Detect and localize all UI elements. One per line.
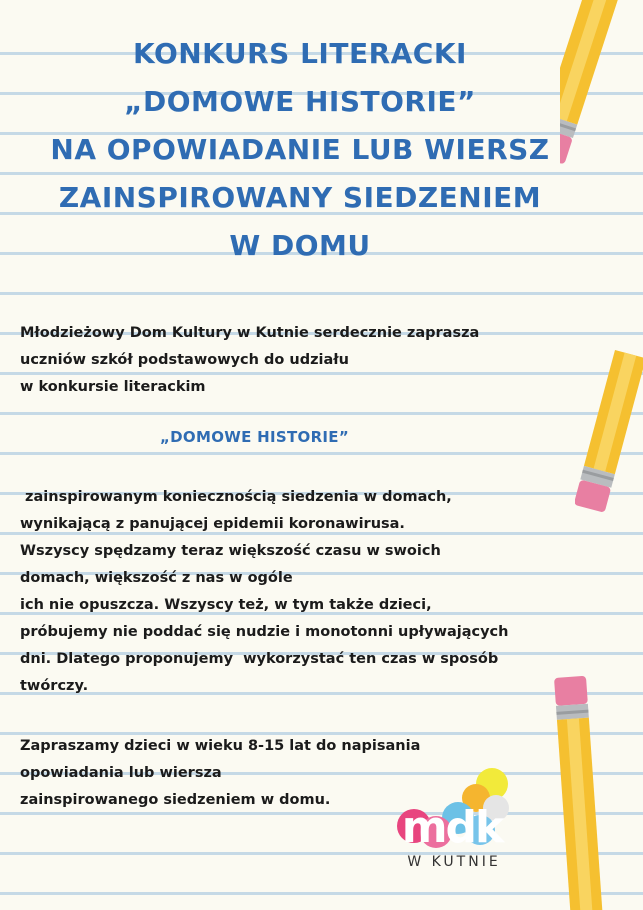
description-line-4: domach, większość z nas w ogóle <box>20 570 293 586</box>
description-line-5: ich nie opuszcza. Wszyscy też, w tym także dzieci, <box>20 597 432 613</box>
contest-name: „DOMOWE HISTORIE” <box>160 428 350 446</box>
invitation-line-1: Zapraszamy dzieci w wieku 8-15 lat do napisania <box>20 738 421 754</box>
logo-text: mdk <box>401 802 503 853</box>
description-line-3: Wszyscy spędzamy teraz większość czasu w swoich <box>20 543 441 559</box>
logo-caption: W KUTNIE <box>407 854 501 870</box>
invitation-paragraph <box>20 733 420 814</box>
intro-line-2: uczniów szkół podstawowych do udziału <box>20 352 349 368</box>
invitation-line-3: zainspirowanego siedzeniem w domu. <box>20 792 331 808</box>
intro-line-3: w konkursie literackim <box>20 379 206 395</box>
description-line-2: wynikającą z panującej epidemii koronawirusa. <box>20 516 405 532</box>
pencil-middle-right-icon <box>575 350 643 550</box>
invitation-line-2: opowiadania lub wiersza <box>20 765 222 781</box>
description-line-8: twórczy. <box>20 678 89 694</box>
title-line-1: KONKURS LITERACKI <box>133 37 467 70</box>
title-line-4: ZAINSPIROWANY SIEDZENIEM <box>58 181 542 214</box>
poster-title <box>0 30 600 270</box>
title-line-3: NA OPOWIADANIE LUB WIERSZ <box>50 133 550 166</box>
intro-line-1: Młodzieżowy Dom Kultury w Kutnie serdecznie zaprasza <box>20 325 480 341</box>
description-line-1: zainspirowanym koniecznością siedzenia w domach, <box>20 489 452 505</box>
description-paragraph <box>20 484 508 700</box>
description-line-6: próbujemy nie poddać się nudzie i monotonni upływających <box>20 624 509 640</box>
title-line-2: „DOMOWE HISTORIE” <box>124 85 476 118</box>
description-line-7: dni. Dlatego proponujemy wykorzystać ten czas w sposób <box>20 651 499 667</box>
pencil-bottom-right-icon <box>540 668 643 910</box>
intro-paragraph <box>20 320 479 401</box>
title-line-5: W DOMU <box>229 229 371 262</box>
